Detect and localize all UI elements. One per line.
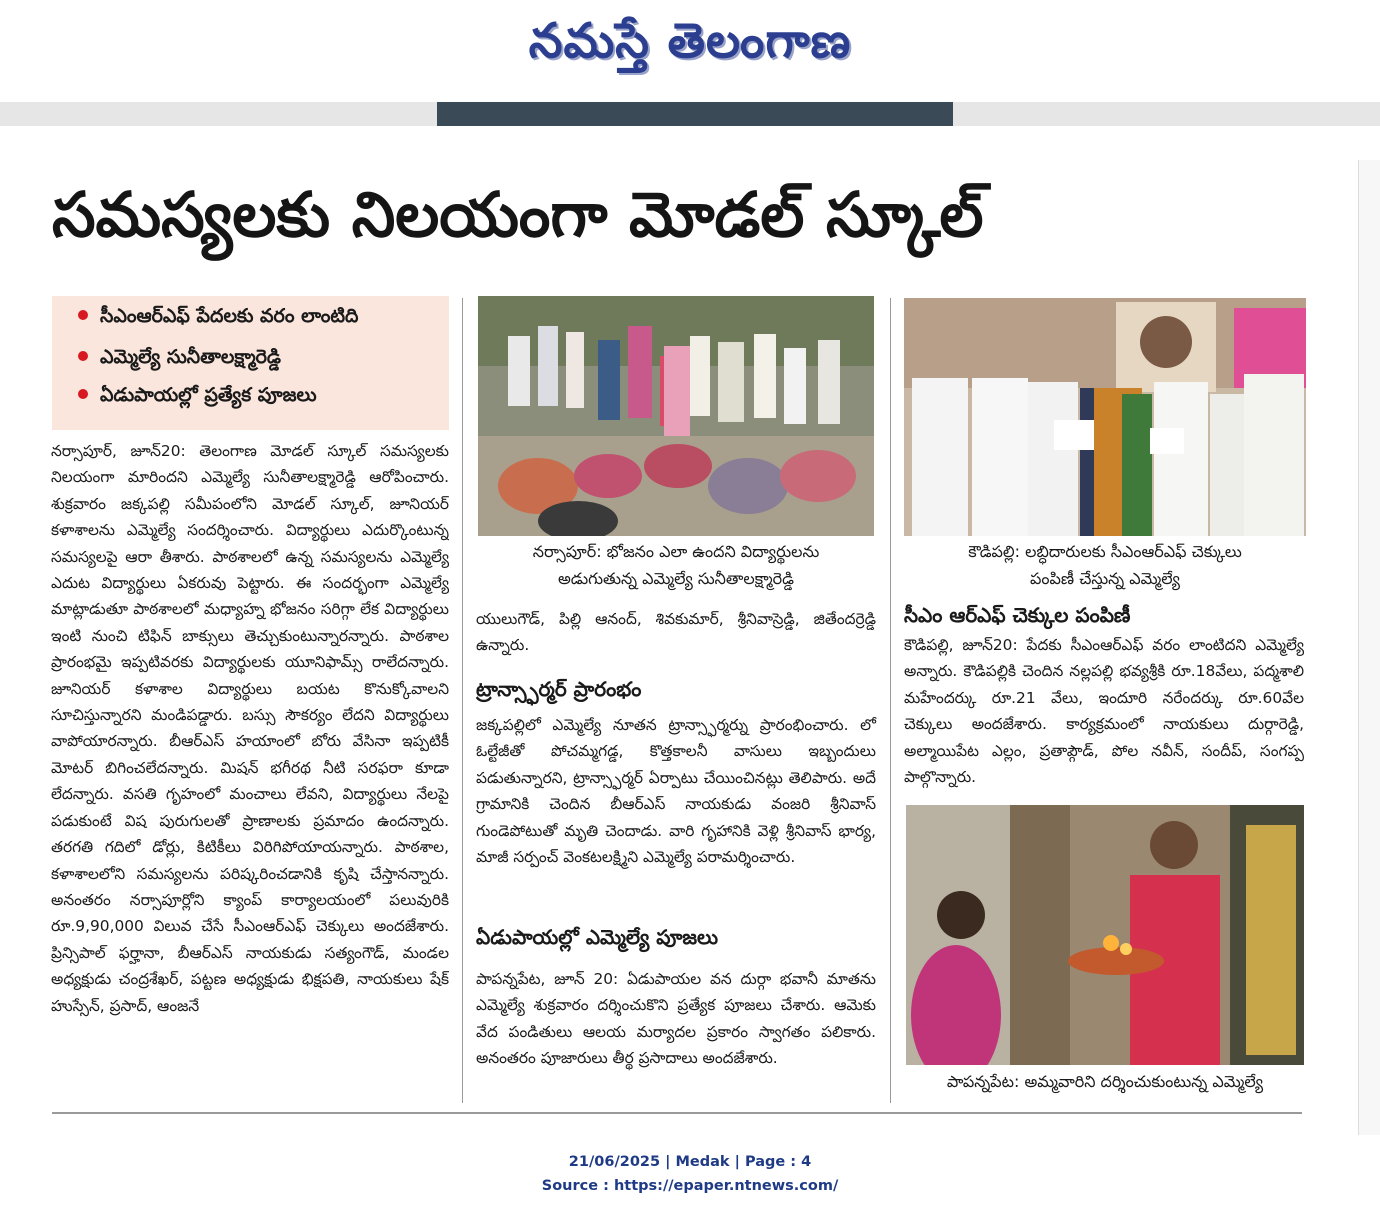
transformer-body: జక్కపల్లిలో ఎమ్మెల్యే నూతన ట్రాన్స్ఫార్మర్ను ప్రారంభించారు. లో ఓల్టేజీతో పోచమ్మగడ్డ, కొత్తకాలనీ వాసులు ఇబ్బందులు పడుతున్నారని, ట్రాన్స్ఫార్మర్ ఏర్పాటు చేయించినట్లు తెలిపారు. అదే గ్రామానికి చెందిన బీఆర్ఎస్ నాయకుడు వంజరి శ్రీనివాస్ గుండెపోటుతో మృతి చెందాడు. వారి గృహానికి వెళ్లి శ్రీనివాస్ భార్య, మాజీ సర్పంచ్ వెంకటలక్ష్మిని ఎమ్మెల్యే పరామర్శించారు. bbox=[476, 716, 876, 867]
puja-section bbox=[476, 966, 876, 1072]
cmrf-body: కౌడిపల్లి, జూన్20: పేదకు సీఎంఆర్ఎఫ్ వరం లాంటిదని ఎమ్మెల్యే అన్నారు. కౌడిపల్లికి చెందిన నల్లపల్లి భవ్యశ్రీకి రూ.18వేలు, పద్మశాలి మహేందర్కు రూ.21 వేలు, ఇందూరి నరేందర్కు రూ.60వేల చెక్కులు అందజేశారు. కార్యక్రమంలో నాయకులు దుర్గారెడ్డి, అల్మాయిపేట ఎల్లం, ప్రతాప్గౌడ్, పోల నవీన్, సందీప్, సంగప్ప పాల్గొన్నారు. bbox=[904, 636, 1304, 787]
transformer-heading: ట్రాన్స్ఫార్మర్ ప్రారంభం bbox=[476, 677, 642, 701]
cmrf-heading: సీఎం ఆర్ఎఫ్ చెక్కుల పంపిణీ bbox=[904, 603, 1131, 627]
highlight-item: ఏడుపాయల్లో ప్రత్యేక పూజలు bbox=[78, 380, 317, 410]
highlights-box bbox=[52, 296, 449, 430]
bullet-icon bbox=[78, 310, 88, 320]
bullet-icon bbox=[78, 389, 88, 399]
photo-temple-puja bbox=[906, 805, 1304, 1065]
article-bottom-rule bbox=[52, 1112, 1302, 1114]
newspaper-logo: నమస్తే తెలంగాణ bbox=[528, 13, 852, 69]
column1-body: నర్సాపూర్, జూన్20: తెలంగాణ మోడల్ స్కూల్ సమస్యలకు నిలయంగా మారిందని ఎమ్మెల్యే సునీతాలక్ష్మారెడ్డి ఆరోపించారు. శుక్రవారం జక్కపల్లి సమీపంలోని మోడల్ స్కూల్, జూనియర్ కళాశాలను ఎమ్మెల్యే సందర్శించారు. విద్యార్థులు ఎదుర్కొంటున్న సమస్యలపై ఆరా తీశారు. పాఠశాలలో ఉన్న సమస్యలను ఎమ్మెల్యే ఎదుట విద్యార్థులు ఏకరువు పెట్టారు. ఈ సందర్భంగా ఎమ్మెల్యే మాట్లాడుతూ పాఠశాలలో మధ్యాహ్న భోజనం సరిగ్గా లేక విద్యార్థులు ఇంటి నుంచి టిఫిన్ బాక్సులు తెచ్చుకుంటున్నారన్నారు. పాఠశాల ప్రారంభమై ఇప్పటివరకు విద్యార్థులకు యూనిఫామ్స్ రాలేదన్నారు. జూనియర్ కళాశాల విద్యార్థులు బయట కొనుక్కోవాలని సూచిస్తున్నారని మండిపడ్డారు. బస్సు సౌకర్యం లేదని విద్యార్థులు వాపోయారన్నారు. బీఆర్ఎస్ హయాంలో బోరు వేసినా ఇప్పటికీ మోటర్ బిగించలేదన్నారు. మిషన్ భగీరథ నీటి సరఫరా కూడా లేదన్నారు. వసతి గృహంలో మంచాలు లేవని, విద్యార్థులు నేలపై పడుకుంటే విష పురుగులతో ప్రాణాలకు ప్రమాదం ఉందన్నారు. తరగతి గదిలో డోర్లు, కిటికీలు విరిగిపోయాయన్నారు. పాఠశాల, కళాశాలలోని సమస్యలను పరిష్కరించడానికి కృషి చేస్తానన్నారు. అనంతరం నర్సాపూర్లోని క్యాంప్ కార్యాలయంలో పలువురికి రూ.9,90,000 విలువ చేసే సీఎంఆర్ఎఫ్ చెక్కులు అందజేశారు. ప్రిన్సిపాల్ ఫర్హానా, బీఆర్ఎస్ నాయకుడు సత్యంగౌడ్, మండల అధ్యక్షుడు చంద్రశేఖర్, పట్టణ అధ్యక్షుడు భిక్షపతి, నాయకులు షేక్ హుస్సేన్, ప్రసాద్, ఆంజనే bbox=[51, 442, 449, 1015]
highlight-item: సీఎంఆర్ఎఫ్ పేదలకు వరం లాంటిది bbox=[78, 301, 358, 331]
source-url: Source : https://epaper.ntnews.com/ bbox=[541, 1178, 839, 1194]
column-divider bbox=[462, 298, 463, 1103]
photo-cmrf-cheques bbox=[904, 298, 1306, 536]
article-headline: సమస్యలకు నిలయంగా మోడల్ స్కూల్ bbox=[52, 178, 984, 251]
bullet-icon bbox=[78, 351, 88, 361]
page-footer bbox=[0, 1150, 1380, 1198]
photo-students-lunch-caption: నర్సాపూర్: భోజనం ఎలా ఉందని విద్యార్థులను అడుగుతున్న ఎమ్మెల్యే సునీతాలక్ష్మారెడ్డి bbox=[532, 542, 820, 588]
article-column-2 bbox=[476, 606, 876, 659]
masthead-band bbox=[0, 102, 1380, 126]
transformer-section bbox=[476, 712, 876, 870]
photo-students-lunch-image bbox=[478, 296, 874, 536]
masthead-band-accent bbox=[437, 102, 953, 126]
photo-temple-puja-caption: పాపన్నపేట: అమ్మవారిని దర్శించుకుంటున్న ఎమ్మెల్యే bbox=[946, 1072, 1264, 1091]
column2-continuation: యులుగౌడ్, పిల్లి ఆనంద్, శివకుమార్, శ్రీనివాస్రెడ్డి, జితేందర్రెడ్డి ఉన్నారు. bbox=[476, 610, 876, 655]
article-column-1 bbox=[51, 438, 449, 1103]
article-column-3 bbox=[904, 632, 1304, 790]
puja-heading: ఏడుపాయల్లో ఎమ్మెల్యే పూజలు bbox=[476, 925, 719, 949]
edition-info: 21/06/2025 | Medak | Page : 4 bbox=[568, 1154, 812, 1170]
photo-temple-puja-image bbox=[906, 805, 1304, 1065]
masthead bbox=[0, 0, 1380, 100]
adjacent-article-edge bbox=[1358, 160, 1380, 1135]
photo-cmrf-cheques-caption: కౌడిపల్లి: లబ్ధిదారులకు సీఎంఆర్ఎఫ్ చెక్కులు పంపిణీ చేస్తున్న ఎమ్మెల్యే bbox=[968, 542, 1242, 588]
photo-cmrf-cheques-image bbox=[904, 298, 1306, 536]
puja-body: పాపన్నపేట, జూన్ 20: ఏడుపాయల వన దుర్గా భవానీ మాతను ఎమ్మెల్యే శుక్రవారం దర్శించుకొని ప్రత్యేక పూజలు చేశారు. ఆమెకు వేద పండితులు ఆలయ మర్యాదల ప్రకారం స్వాగతం పలికారు. అనంతరం పూజారులు తీర్థ ప్రసాదాలు అందజేశారు. bbox=[476, 970, 876, 1068]
column-divider bbox=[890, 298, 891, 1103]
photo-students-lunch bbox=[478, 296, 874, 536]
highlight-item: ఎమ్మెల్యే సునీతాలక్ష్మారెడ్డి bbox=[78, 342, 281, 372]
